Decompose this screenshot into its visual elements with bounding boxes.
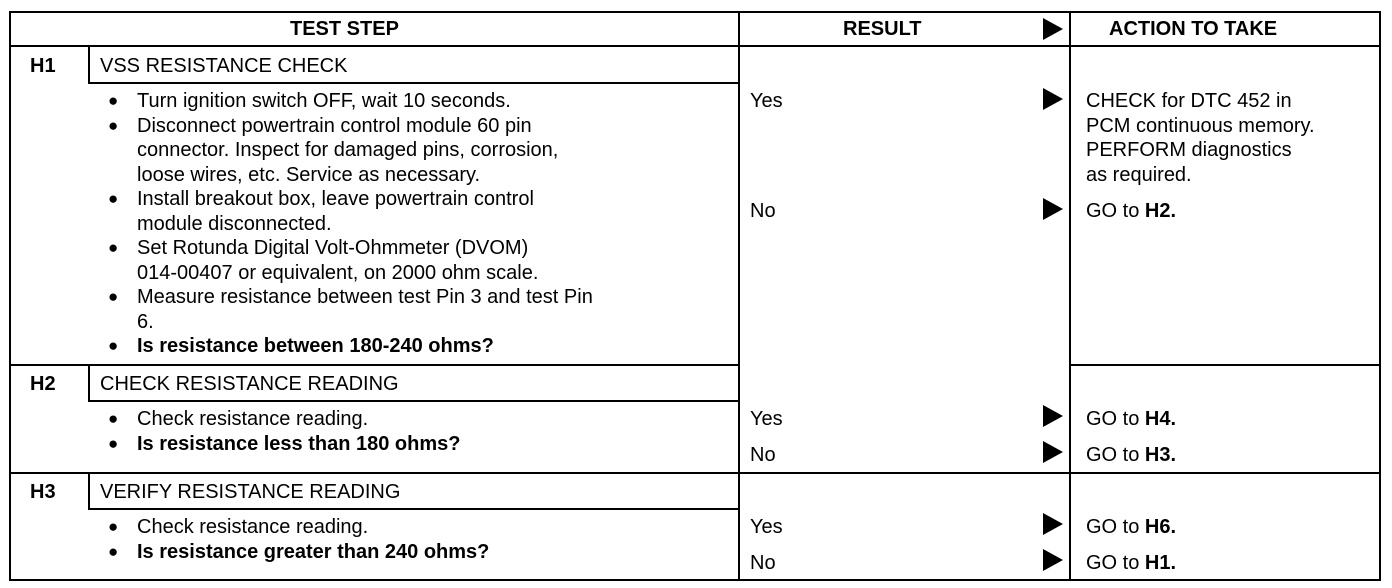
action-line: PCM continuous memory.: [1086, 114, 1315, 137]
arrow-icon: [1043, 513, 1063, 535]
column-divider-test-result: [738, 11, 740, 581]
action-goto: GO to H1.: [1086, 552, 1177, 574]
action-goto: GO to H4.: [1086, 408, 1177, 430]
header-arrow-icon: [1043, 18, 1063, 40]
bullet: ●: [108, 336, 119, 355]
table-border-left: [9, 11, 11, 581]
instruction-line: Measure resistance between test Pin 3 and test Pin: [137, 286, 593, 308]
step-id: H2: [30, 373, 56, 395]
bullet: ●: [108, 409, 119, 428]
bullet: ●: [108, 287, 119, 306]
step-id-divider-h2: [88, 364, 90, 401]
bullet: ●: [108, 189, 119, 208]
arrow-icon: [1043, 405, 1063, 427]
instruction-line: Check resistance reading.: [137, 516, 369, 538]
action-goto: GO to H3.: [1086, 444, 1177, 466]
result-yes: Yes: [750, 408, 783, 430]
arrow-icon: [1043, 441, 1063, 463]
arrow-icon: [1043, 198, 1063, 220]
result-yes: Yes: [750, 516, 783, 538]
action-line: PERFORM diagnostics: [1086, 139, 1292, 161]
step-title-underline-h3: [88, 508, 740, 510]
bullet: ●: [108, 433, 119, 453]
instruction-line: Check resistance reading.: [137, 408, 369, 430]
instruction-line: module disconnected.: [137, 212, 332, 235]
step-title: CHECK RESISTANCE READING: [100, 373, 399, 395]
instruction-line: Turn ignition switch OFF, wait 10 seconds.: [137, 90, 511, 112]
bullet: ●: [108, 238, 119, 257]
step-id: H3: [30, 481, 56, 503]
bullet: ●: [108, 517, 119, 536]
action-line: as required.: [1086, 163, 1192, 186]
action-goto: GO to H2.: [1086, 200, 1177, 222]
table-border-bottom: [9, 579, 1381, 581]
instruction-line: loose wires, etc. Service as necessary.: [137, 163, 481, 186]
step-id-divider-h1: [88, 45, 90, 83]
row-divider-h1-h2-action: [1069, 364, 1381, 366]
action-line: CHECK for DTC 452 in: [1086, 90, 1292, 112]
instruction-line: Disconnect powertrain control module 60 pin: [137, 114, 532, 137]
instruction-line: Install breakout box, leave powertrain control: [137, 188, 534, 210]
bullet: ●: [108, 115, 119, 135]
header-test-step: TEST STEP: [290, 18, 399, 40]
bullet: ●: [108, 91, 119, 110]
bullet: ●: [108, 541, 119, 561]
action-goto: GO to H6.: [1086, 516, 1177, 538]
instruction-line: 014-00407 or equivalent, on 2000 ohm scale.: [137, 261, 539, 284]
step-title-underline-h1: [88, 82, 740, 84]
table-border-top: [9, 11, 1381, 13]
header-result: RESULT: [843, 18, 922, 40]
step-id: H1: [30, 55, 56, 77]
instruction-line: 6.: [137, 310, 154, 333]
step-title: VERIFY RESISTANCE READING: [100, 481, 401, 503]
result-no: No: [750, 444, 776, 466]
column-divider-result-action: [1069, 11, 1071, 581]
table-border-right: [1379, 11, 1381, 581]
step-title-underline-h2: [88, 400, 740, 402]
row-divider-h2-h3: [9, 472, 1381, 474]
result-no: No: [750, 552, 776, 574]
arrow-icon: [1043, 549, 1063, 571]
step-id-divider-h3: [88, 472, 90, 509]
header-divider: [9, 45, 1381, 47]
instruction-question: Is resistance greater than 240 ohms?: [137, 540, 490, 563]
result-no: No: [750, 200, 776, 222]
step-title: VSS RESISTANCE CHECK: [100, 55, 348, 77]
instruction-line: connector. Inspect for damaged pins, corrosion,: [137, 139, 559, 161]
header-action-to-take: ACTION TO TAKE: [1109, 18, 1278, 40]
instruction-question: Is resistance between 180-240 ohms?: [137, 335, 494, 357]
result-yes: Yes: [750, 90, 783, 112]
instruction-line: Set Rotunda Digital Volt-Ohmmeter (DVOM): [137, 237, 529, 259]
instruction-question: Is resistance less than 180 ohms?: [137, 432, 461, 455]
row-divider-h1-h2: [9, 364, 740, 366]
arrow-icon: [1043, 88, 1063, 110]
